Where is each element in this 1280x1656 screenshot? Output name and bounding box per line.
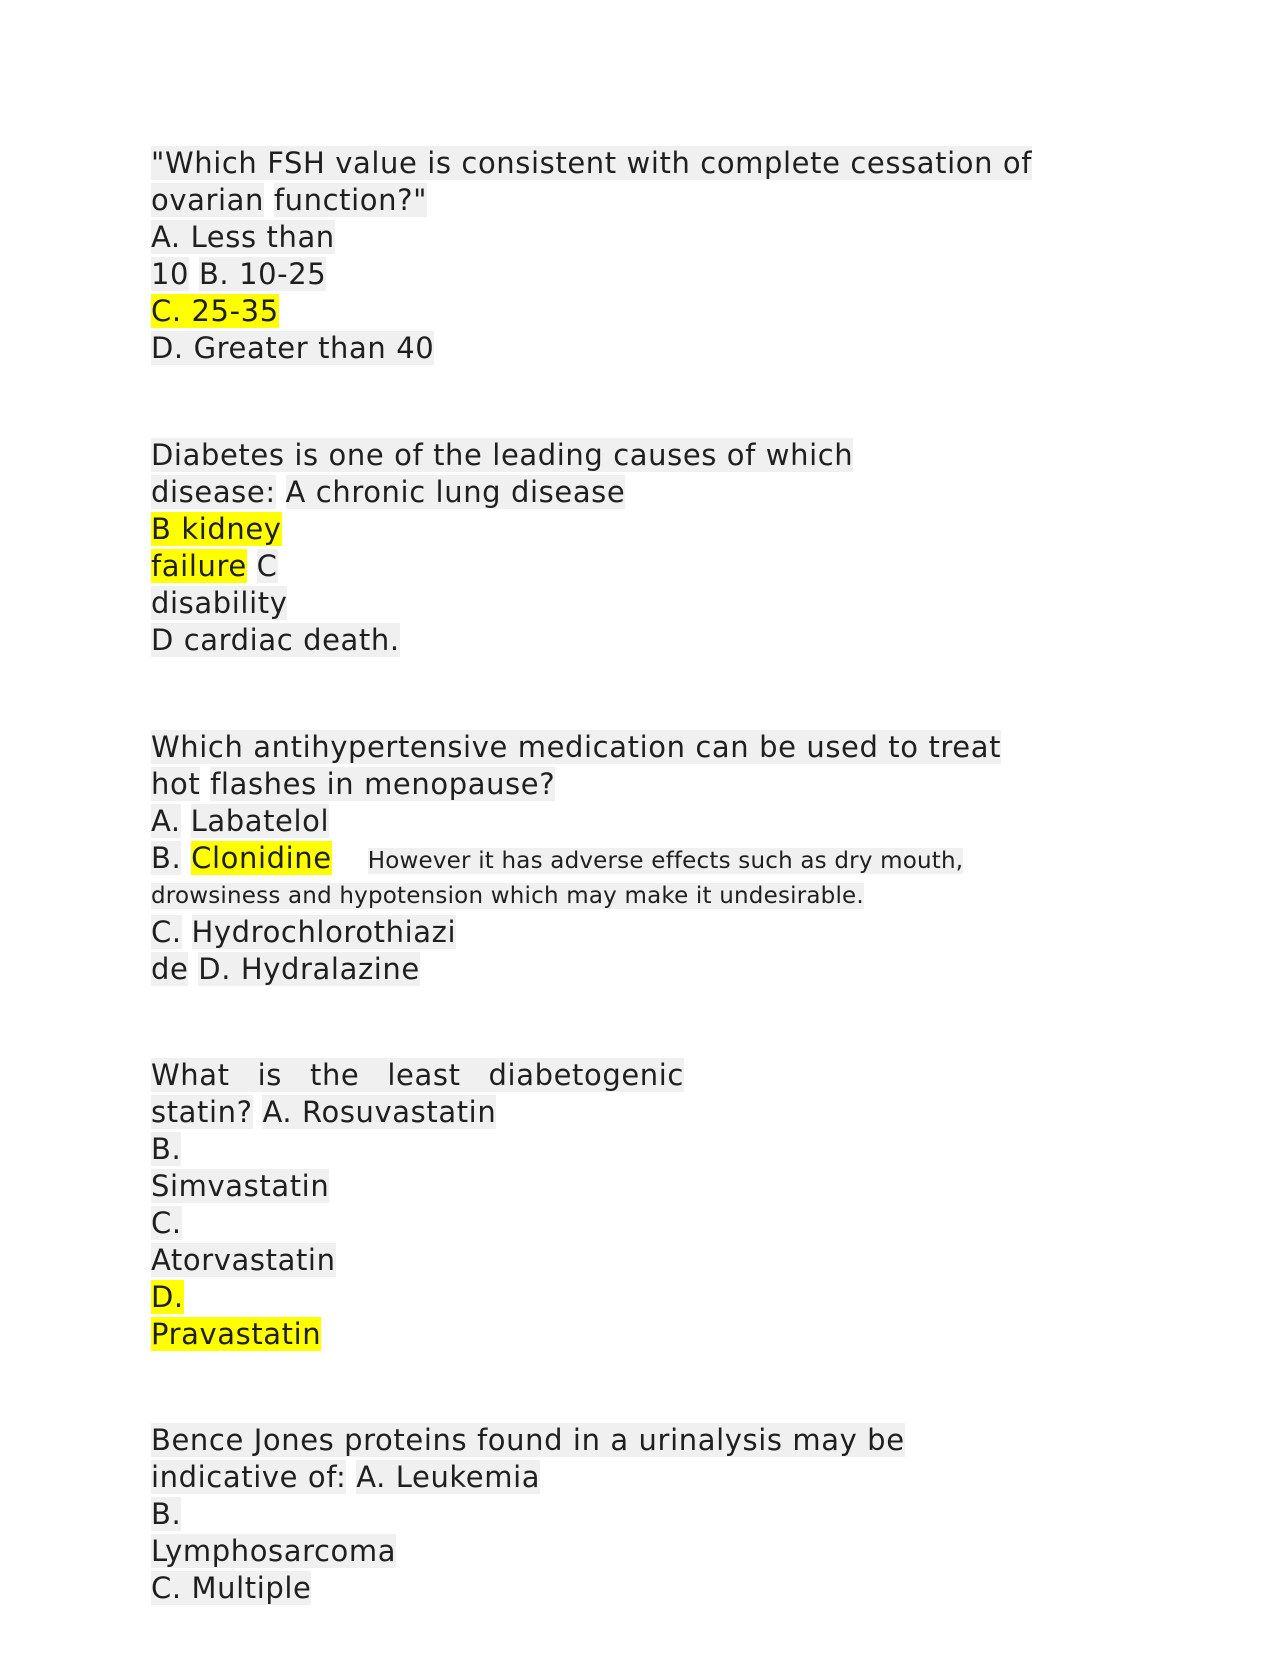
- text-run: A. Leukemia: [356, 1460, 541, 1494]
- answer-option: [151, 1570, 311, 1607]
- highlighted-text: failure: [151, 549, 247, 583]
- answer-option: [151, 1131, 181, 1168]
- question-text: [151, 1459, 540, 1496]
- word: What: [151, 1058, 230, 1092]
- explanation-text: [151, 880, 864, 912]
- word: diabetogenic: [488, 1058, 684, 1092]
- text-run: C.: [151, 1206, 182, 1240]
- word: is: [257, 1058, 282, 1092]
- answer-option: [151, 803, 329, 840]
- text-run: drowsiness and hypotension which may make it undesirable.: [151, 883, 864, 909]
- highlighted-text: Clonidine: [191, 841, 332, 875]
- text-run: Bence Jones proteins found in a urinalysis may be: [151, 1423, 905, 1457]
- justified-line: [151, 1058, 684, 1092]
- text-run: function?": [273, 183, 428, 217]
- correct-answer: [151, 1279, 184, 1316]
- text-run: Simvastatin: [151, 1169, 330, 1203]
- text-run: disability: [151, 586, 288, 620]
- highlighted-text: D.: [151, 1280, 184, 1314]
- text-run: flashes in menopause?: [210, 767, 556, 801]
- word: least: [387, 1058, 461, 1092]
- text-run: A.: [151, 804, 181, 838]
- question-text: [151, 474, 625, 511]
- explanation-text: However it has adverse effects such as dry mouth,: [367, 848, 964, 874]
- text-run: B. 10-25: [198, 257, 327, 291]
- text-run: ovarian: [151, 183, 265, 217]
- text-run: Hydrochlorothiazi: [191, 915, 457, 949]
- text-run: Lymphosarcoma: [151, 1534, 397, 1568]
- question-text: [151, 145, 1032, 182]
- text-run: Diabetes is one of the leading causes of which: [151, 438, 854, 472]
- word: the: [309, 1058, 360, 1092]
- text-run: Atorvastatin: [151, 1243, 336, 1277]
- question-text: [151, 182, 427, 219]
- text-run: B.: [151, 1132, 182, 1166]
- text-run: D. Hydralazine: [198, 952, 420, 986]
- text-run: A chronic lung disease: [285, 475, 626, 509]
- text-run: Labatelol: [190, 804, 330, 838]
- answer-option: [151, 256, 326, 293]
- text-run: Which antihypertensive medication can be used to treat: [151, 730, 1002, 764]
- text-run: hot: [151, 767, 201, 801]
- text-run: B.: [151, 1497, 182, 1531]
- text-run: C. Multiple: [151, 1571, 312, 1605]
- answer-option: [151, 1533, 396, 1570]
- question-text: [151, 766, 555, 803]
- text-run: A. Less than: [151, 220, 335, 254]
- question-text: [151, 1422, 905, 1459]
- question-text: [151, 437, 853, 474]
- highlighted-text: C. 25-35: [151, 294, 279, 328]
- correct-answer: [151, 840, 963, 880]
- answer-option: [151, 914, 456, 951]
- text-run: B.: [151, 841, 182, 875]
- answer-option: [151, 1242, 336, 1279]
- question-text: [151, 1057, 684, 1094]
- correct-answer: [151, 293, 279, 330]
- question-text: [151, 1094, 496, 1131]
- question-text: [151, 729, 1001, 766]
- text-run: D cardiac death.: [151, 623, 400, 657]
- correct-answer: [151, 1316, 321, 1353]
- answer-option: [151, 951, 420, 988]
- answer-option: [151, 1496, 181, 1533]
- correct-answer: [151, 548, 278, 585]
- answer-option: [151, 622, 400, 659]
- text-run: indicative of:: [151, 1460, 347, 1494]
- text-run: "Which FSH value is consistent with complete cessation of: [151, 146, 1033, 180]
- text-run: statin?: [151, 1095, 253, 1129]
- highlighted-text: Pravastatin: [151, 1317, 322, 1351]
- answer-option: [151, 1168, 329, 1205]
- text-run: de: [151, 952, 189, 986]
- correct-answer: [151, 511, 282, 548]
- answer-option: [151, 219, 335, 256]
- text-run: C: [256, 549, 278, 583]
- text-run: disease:: [151, 475, 276, 509]
- highlighted-text: B kidney: [151, 512, 282, 546]
- answer-option: [151, 585, 287, 622]
- text-run: 10: [151, 257, 190, 291]
- text-run: C.: [151, 915, 182, 949]
- text-run: A. Rosuvastatin: [262, 1095, 497, 1129]
- answer-option: [151, 1205, 182, 1242]
- answer-option: [151, 330, 434, 367]
- text-run: D. Greater than 40: [151, 331, 435, 365]
